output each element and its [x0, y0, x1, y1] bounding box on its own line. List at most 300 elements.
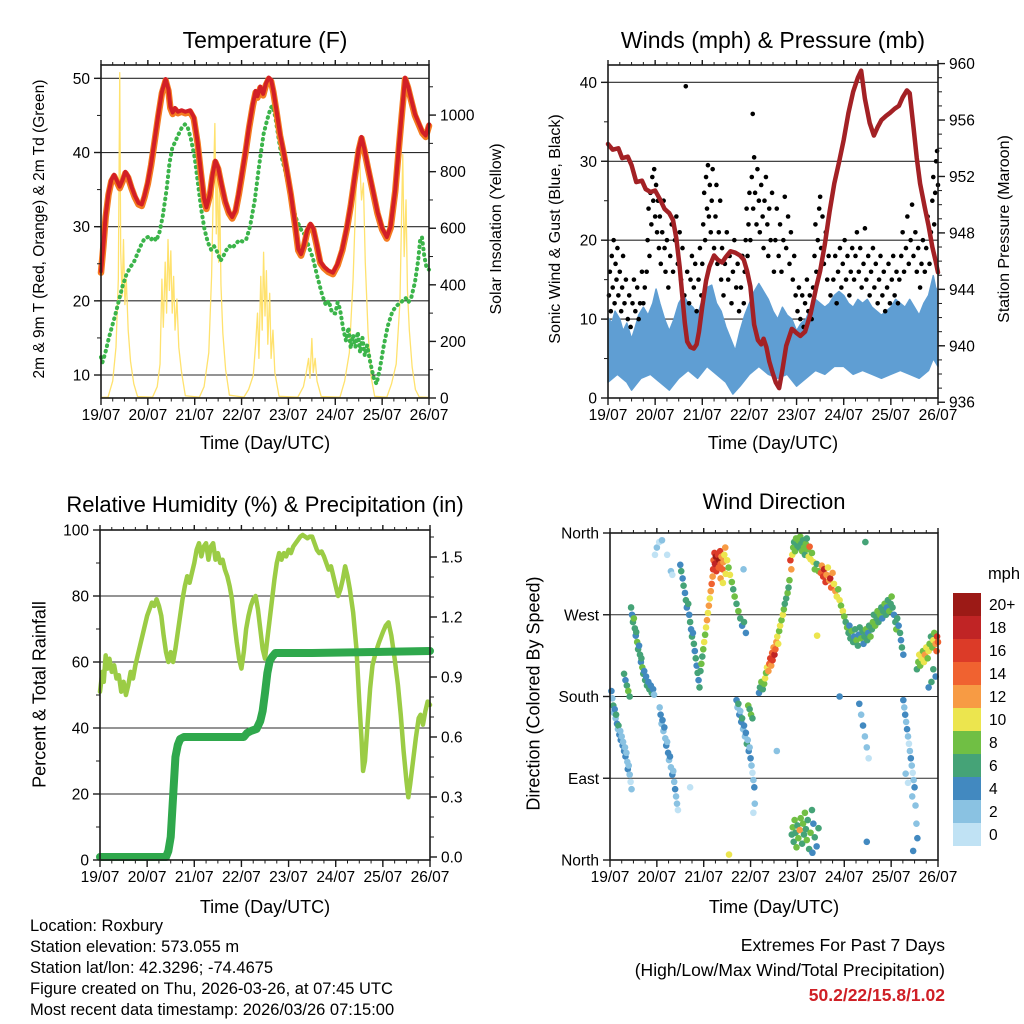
- dot-gusts_black: [616, 293, 621, 298]
- dot-gusts_black: [803, 301, 808, 306]
- dot-gusts_black: [622, 301, 627, 306]
- dot-direction_scatter: [793, 844, 800, 851]
- x-tick-label: 26/07: [409, 407, 449, 424]
- legend-band: [953, 662, 981, 685]
- dot-gusts_black: [708, 230, 713, 235]
- dot-direction_scatter: [900, 697, 907, 704]
- temperature-y-left-label: 2m & 9m T (Red, Orange) & 2m Td (Green): [31, 79, 48, 379]
- dot-direction_scatter: [692, 655, 699, 662]
- dot-gusts_black: [900, 230, 905, 235]
- dot-gusts_black: [749, 175, 754, 180]
- dot-direction_scatter: [930, 666, 937, 673]
- dot-direction_scatter: [707, 588, 714, 595]
- winds-pressure-x-label: Time (Day/UTC): [707, 433, 839, 453]
- dot-direction_scatter: [702, 631, 709, 638]
- dot-gusts_black: [687, 301, 692, 306]
- dot-gusts_black: [757, 198, 762, 203]
- x-tick-label: 20/07: [635, 407, 675, 424]
- dot-gusts_black: [924, 246, 929, 251]
- y-tick-label: 20: [72, 293, 90, 311]
- dot-gusts_black: [704, 175, 709, 180]
- dot-gusts_black: [873, 262, 878, 267]
- dot-direction_scatter: [898, 637, 905, 644]
- x-tick-label: 20/07: [127, 869, 167, 886]
- dot-direction_scatter: [749, 715, 756, 722]
- dot-direction_scatter: [933, 648, 940, 655]
- dot-direction_scatter: [900, 651, 907, 658]
- dot-gusts_black: [847, 293, 852, 298]
- dot-gusts_black: [719, 277, 724, 282]
- dot-direction_scatter: [750, 777, 757, 784]
- dot-gusts_black: [746, 222, 751, 227]
- dot-direction_scatter: [690, 630, 697, 637]
- dot-gusts_black: [716, 230, 721, 235]
- dot-gusts_black: [793, 293, 798, 298]
- dot-direction_scatter: [863, 744, 870, 751]
- x-tick-label: 21/07: [175, 407, 215, 424]
- temperature-y-right-label: Solar Insolation (Yellow): [488, 143, 505, 315]
- dot-direction_scatter: [904, 726, 911, 733]
- dot-direction_scatter: [925, 684, 932, 691]
- dot-gusts_black: [871, 246, 876, 251]
- dot-direction_scatter: [912, 802, 919, 809]
- dot-gusts_black: [913, 230, 918, 235]
- dot-direction_scatter: [737, 708, 744, 715]
- dot-gusts_black: [674, 214, 679, 219]
- y-tick-label: 0.6: [441, 729, 463, 747]
- dot-direction_scatter: [810, 820, 817, 827]
- dot-direction_scatter: [682, 590, 689, 597]
- dot-gusts_black: [609, 254, 614, 259]
- x-tick-label: 26/07: [918, 407, 958, 424]
- dot-gusts_black: [857, 269, 862, 274]
- y-tick-label: 1.2: [441, 609, 463, 627]
- dot-direction_scatter: [692, 648, 699, 655]
- dot-gusts_black: [786, 214, 791, 219]
- dot-direction_scatter: [664, 552, 671, 559]
- dot-direction_scatter: [860, 722, 867, 729]
- dot-gusts_black: [881, 269, 886, 274]
- x-tick-label: 25/07: [363, 869, 403, 886]
- dot-gusts_black: [855, 230, 860, 235]
- dot-direction_scatter: [867, 633, 874, 640]
- y-tick-label: 100: [63, 522, 89, 540]
- y-tick-label: North: [561, 525, 599, 543]
- dot-direction_scatter: [661, 724, 668, 731]
- x-tick-label: 21/07: [684, 869, 724, 886]
- dot-gusts_black: [864, 277, 869, 282]
- dot-direction_scatter: [750, 809, 757, 816]
- dot-direction_scatter: [786, 577, 793, 584]
- dot-gusts_black: [813, 222, 818, 227]
- dot-gusts_black: [836, 269, 841, 274]
- dot-direction_scatter: [739, 715, 746, 722]
- legend-band: [953, 731, 981, 754]
- dot-direction_scatter: [674, 800, 681, 807]
- dot-gusts_black: [888, 301, 893, 306]
- dot-direction_scatter: [621, 670, 628, 677]
- dot-gusts_black: [690, 254, 695, 259]
- dot-direction_scatter: [687, 784, 694, 791]
- dot-direction_scatter: [746, 744, 753, 751]
- dot-gusts_black: [659, 262, 664, 267]
- dot-direction_scatter: [636, 642, 643, 649]
- y-tick-label: 952: [949, 168, 975, 186]
- x-tick-label: 22/07: [730, 407, 769, 424]
- dot-gusts_black: [754, 222, 759, 227]
- dot-gusts_black: [626, 317, 631, 322]
- temperature-chart-title: Temperature (F): [182, 27, 348, 53]
- y-tick-label: 40: [72, 145, 90, 163]
- dot-gusts_black: [761, 246, 766, 251]
- dot-direction_scatter: [722, 544, 729, 551]
- dot-direction_scatter: [802, 809, 809, 816]
- dot-gusts_black: [772, 269, 777, 274]
- y-tick-label: 20: [71, 786, 89, 804]
- dot-direction_scatter: [623, 750, 630, 757]
- dot-gusts_black: [776, 254, 781, 259]
- dot-direction_scatter: [914, 835, 921, 842]
- figure-created-text: Figure created on Thu, 2026-03-26, at 07:45 UTC: [30, 980, 393, 998]
- dot-gusts_black: [720, 246, 725, 251]
- dot-gusts_black: [767, 206, 772, 211]
- dot-gusts_black: [869, 269, 874, 274]
- dot-gusts_black: [789, 230, 794, 235]
- dot-gusts_black: [703, 238, 708, 243]
- dot-gusts_black: [861, 262, 866, 267]
- x-tick-label: 23/07: [269, 869, 308, 886]
- dot-direction_scatter: [731, 593, 738, 600]
- dot-direction_scatter: [906, 740, 913, 747]
- dot-gusts_black: [620, 285, 625, 290]
- dot-direction_scatter: [659, 537, 666, 544]
- legend-band: [953, 593, 981, 616]
- dot-direction_scatter: [679, 575, 686, 582]
- dot-gusts_black: [696, 277, 701, 282]
- winds-pressure-chart-title: Winds (mph) & Pressure (mb): [620, 27, 926, 53]
- dot-gusts_black: [848, 269, 853, 274]
- legend-band: [953, 708, 981, 731]
- dot-direction_scatter: [730, 586, 737, 593]
- x-tick-label: 23/07: [269, 407, 308, 424]
- dot-gusts_black: [624, 277, 629, 282]
- dot-direction_scatter: [795, 835, 802, 842]
- dot-direction_scatter: [677, 561, 684, 568]
- y-tick-label: 956: [949, 112, 975, 130]
- dot-gusts_black: [731, 269, 736, 274]
- y-tick-label: 40: [579, 74, 597, 92]
- dot-gusts_black: [612, 301, 617, 306]
- dot-direction_scatter: [806, 543, 813, 550]
- dot-direction_scatter: [751, 784, 758, 791]
- dot-gusts_black: [930, 198, 935, 203]
- dot-gusts_black: [621, 254, 626, 259]
- dot-direction_scatter: [735, 608, 742, 615]
- dot-direction_scatter: [725, 564, 732, 571]
- x-tick-label: 26/07: [918, 869, 958, 886]
- dot-gusts_black: [797, 285, 802, 290]
- dot-gusts_black: [705, 206, 710, 211]
- y-tick-label: 10: [72, 367, 90, 385]
- dot-gusts_black: [782, 194, 787, 199]
- dot-gusts_black: [828, 293, 833, 298]
- dot-gusts_black: [839, 285, 844, 290]
- x-tick-label: 26/07: [410, 869, 450, 886]
- rh_precip-plot: [63, 523, 463, 887]
- dot-direction_scatter: [707, 595, 714, 602]
- dot-direction_scatter: [656, 704, 663, 711]
- dot-gusts_black: [652, 167, 657, 172]
- dot-gusts_black: [628, 325, 633, 330]
- winds-pressure-y-left-label: Sonic Wind & Gust (Blue, Black): [547, 114, 564, 344]
- dot-direction_scatter: [905, 779, 912, 786]
- dot-gusts_black: [899, 254, 904, 259]
- dot-direction_scatter: [751, 800, 758, 807]
- dot-gusts_black: [795, 309, 800, 314]
- winds_pressure-plot: [580, 56, 975, 424]
- y-tick-label: 1000: [440, 107, 475, 125]
- dot-gusts_black: [766, 254, 771, 259]
- y-tick-label: 0: [588, 390, 597, 408]
- dot-direction_scatter: [910, 777, 917, 784]
- dot-gusts_black: [852, 277, 857, 282]
- dot-direction_scatter: [667, 753, 674, 760]
- dot-direction_scatter: [626, 771, 633, 778]
- dot-direction_scatter: [908, 755, 915, 762]
- dot-gusts_black: [896, 301, 901, 306]
- dot-direction_scatter: [856, 700, 863, 707]
- dot-direction_scatter: [788, 566, 795, 573]
- extremes-subtitle: (High/Low/Max Wind/Total Precipitation): [634, 960, 945, 980]
- dot-direction_scatter: [735, 700, 742, 707]
- dot-direction_scatter: [903, 719, 910, 726]
- series-rain_green: [100, 651, 430, 857]
- legend-band-label: 4: [989, 781, 998, 798]
- dot-direction_scatter: [699, 653, 706, 660]
- dot-direction_scatter: [835, 586, 842, 593]
- dot-gusts_black: [630, 301, 635, 306]
- dot-direction_scatter: [709, 573, 716, 580]
- y-tick-label: 40: [71, 720, 89, 738]
- dot-gusts_black: [726, 277, 731, 282]
- dot-gusts_black: [838, 246, 843, 251]
- legend-band: [953, 616, 981, 639]
- dot-gusts_black: [743, 238, 748, 243]
- rh-precip-y-left-label: Percent & Total Rainfall: [29, 601, 50, 788]
- dot-direction_scatter: [895, 622, 902, 629]
- dot-gusts_black: [685, 269, 690, 274]
- dot-gusts_black: [708, 183, 713, 188]
- dot-direction_scatter: [858, 711, 865, 718]
- dot-direction_scatter: [889, 604, 896, 611]
- dot-gusts_black: [649, 222, 654, 227]
- dot-gusts_black: [657, 246, 662, 251]
- dot-gusts_black: [677, 230, 682, 235]
- dot-direction_scatter: [829, 570, 836, 577]
- speed-legend: [953, 593, 1015, 846]
- dot-gusts_black: [880, 293, 885, 298]
- x-tick-label: 19/07: [588, 407, 628, 424]
- legend-band-label: 20+: [989, 597, 1016, 614]
- dot-direction_scatter: [675, 807, 682, 814]
- dot-gusts_black: [751, 206, 756, 211]
- dot-gusts_black: [660, 230, 665, 235]
- wind-direction-chart-title: Wind Direction: [702, 489, 846, 514]
- legend-band: [953, 685, 981, 708]
- dot-gusts_black: [698, 246, 703, 251]
- dot-gusts_black: [614, 277, 619, 282]
- dot-direction_scatter: [913, 820, 920, 827]
- y-tick-label: 50: [72, 70, 90, 88]
- x-tick-label: 25/07: [871, 869, 911, 886]
- dot-direction_scatter: [625, 762, 632, 769]
- dot-direction_scatter: [669, 571, 676, 578]
- y-tick-label: 600: [440, 220, 466, 238]
- y-tick-label: North: [561, 852, 599, 870]
- dot-direction_scatter: [814, 632, 821, 639]
- dot-gusts_black: [904, 246, 909, 251]
- dot-direction_scatter: [670, 768, 677, 775]
- y-tick-label: 0.0: [441, 849, 463, 867]
- dot-gusts_black: [812, 254, 817, 259]
- dot-gusts_black: [750, 112, 755, 117]
- dot-gusts_black: [894, 269, 899, 274]
- dot-gusts_black: [688, 277, 693, 282]
- y-tick-label: 10: [579, 311, 597, 329]
- series-td2m_green: [101, 106, 429, 384]
- dot-gusts_black: [866, 254, 871, 259]
- dot-direction_scatter: [695, 677, 702, 684]
- extremes-values: 50.2/22/15.8/1.02: [808, 985, 945, 1005]
- dot-gusts_black: [845, 254, 850, 259]
- dot-direction_scatter: [613, 711, 620, 718]
- dot-gusts_black: [646, 206, 651, 211]
- dot-direction_scatter: [863, 839, 870, 846]
- dot-gusts_black: [817, 206, 822, 211]
- dot-gusts_black: [694, 309, 699, 314]
- dot-direction_scatter: [862, 539, 869, 546]
- y-tick-label: 960: [949, 56, 975, 74]
- dot-gusts_black: [791, 277, 796, 282]
- dot-gusts_black: [902, 269, 907, 274]
- dot-direction_scatter: [809, 849, 816, 856]
- dot-direction_scatter: [743, 730, 750, 737]
- dot-direction_scatter: [673, 793, 680, 800]
- dot-direction_scatter: [831, 581, 838, 588]
- y-tick-label: 400: [440, 277, 466, 295]
- dot-gusts_black: [800, 293, 805, 298]
- dot-gusts_black: [712, 246, 717, 251]
- dot-direction_scatter: [700, 646, 707, 653]
- dot-gusts_black: [815, 238, 820, 243]
- rh-precip-x-label: Time (Day/UTC): [199, 897, 331, 917]
- dot-gusts_black: [747, 191, 752, 196]
- legend-band: [953, 800, 981, 823]
- dot-direction_scatter: [804, 535, 811, 542]
- x-tick-label: 22/07: [222, 407, 261, 424]
- dot-gusts_black: [627, 293, 632, 298]
- dot-direction_scatter: [836, 693, 843, 700]
- legend-band-label: 16: [989, 643, 1007, 660]
- dot-gusts_black: [759, 183, 764, 188]
- dot-direction_scatter: [652, 552, 659, 559]
- dot-direction_scatter: [726, 851, 733, 858]
- dot-gusts_black: [859, 285, 864, 290]
- station-elevation-text: Station elevation: 573.055 m: [30, 938, 240, 956]
- dot-gusts_black: [641, 301, 646, 306]
- dot-direction_scatter: [638, 655, 645, 662]
- dot-direction_scatter: [809, 550, 816, 557]
- legend-band: [953, 777, 981, 800]
- dot-gusts_black: [931, 175, 936, 180]
- dot-direction_scatter: [865, 755, 872, 762]
- dot-gusts_black: [805, 277, 810, 282]
- x-tick-label: 23/07: [778, 869, 817, 886]
- dot-direction_scatter: [924, 655, 931, 662]
- dot-direction_scatter: [708, 581, 715, 588]
- extremes-title: Extremes For Past 7 Days: [740, 935, 945, 955]
- data-timestamp-text: Most recent data timestamp: 2026/03/26 07:15:00: [30, 1001, 395, 1019]
- dot-gusts_black: [725, 230, 730, 235]
- legend-band-label: 6: [989, 758, 998, 775]
- dot-gusts_black: [897, 277, 902, 282]
- dot-gusts_black: [921, 238, 926, 243]
- dot-direction_scatter: [704, 617, 711, 624]
- dot-gusts_black: [615, 246, 620, 251]
- dot-gusts_black: [706, 163, 711, 168]
- dot-gusts_black: [863, 226, 868, 231]
- x-tick-label: 22/07: [731, 869, 770, 886]
- dot-gusts_black: [635, 285, 640, 290]
- dot-gusts_black: [762, 198, 767, 203]
- dot-gusts_black: [834, 301, 839, 306]
- y-tick-label: 0.3: [441, 789, 463, 807]
- x-tick-label: 24/07: [824, 407, 864, 424]
- dot-direction_scatter: [608, 688, 615, 695]
- station-latlon-text: Station lat/lon: 42.3296; -74.4675: [30, 959, 274, 977]
- dot-gusts_black: [714, 183, 719, 188]
- x-tick-label: 23/07: [777, 407, 816, 424]
- y-tick-label: 940: [949, 338, 975, 356]
- dot-direction_scatter: [908, 762, 915, 769]
- dot-gusts_black: [932, 222, 937, 227]
- winds-pressure-y-right-label: Station Pressure (Maroon): [996, 135, 1013, 323]
- dot-direction_scatter: [706, 602, 713, 609]
- dot-gusts_black: [825, 277, 830, 282]
- dot-gusts_black: [701, 222, 706, 227]
- dot-gusts_black: [729, 301, 734, 306]
- y-tick-label: 0: [440, 390, 449, 408]
- dot-gusts_black: [665, 238, 670, 243]
- dot-gusts_black: [787, 262, 792, 267]
- y-tick-label: 936: [949, 394, 975, 412]
- dot-direction_scatter: [899, 644, 906, 651]
- dot-direction_scatter: [696, 684, 703, 691]
- dot-gusts_black: [745, 254, 750, 259]
- dot-gusts_black: [842, 238, 847, 243]
- wind_direction-plot: [558, 526, 957, 887]
- dot-direction_scatter: [628, 786, 635, 793]
- dot-gusts_black: [666, 285, 671, 290]
- dot-gusts_black: [927, 262, 932, 267]
- dot-direction_scatter: [775, 641, 782, 648]
- dot-gusts_black: [916, 246, 921, 251]
- dot-gusts_black: [658, 214, 663, 219]
- dot-gusts_black: [650, 175, 655, 180]
- dot-direction_scatter: [804, 817, 811, 824]
- dot-gusts_black: [826, 254, 831, 259]
- dot-gusts_black: [611, 238, 616, 243]
